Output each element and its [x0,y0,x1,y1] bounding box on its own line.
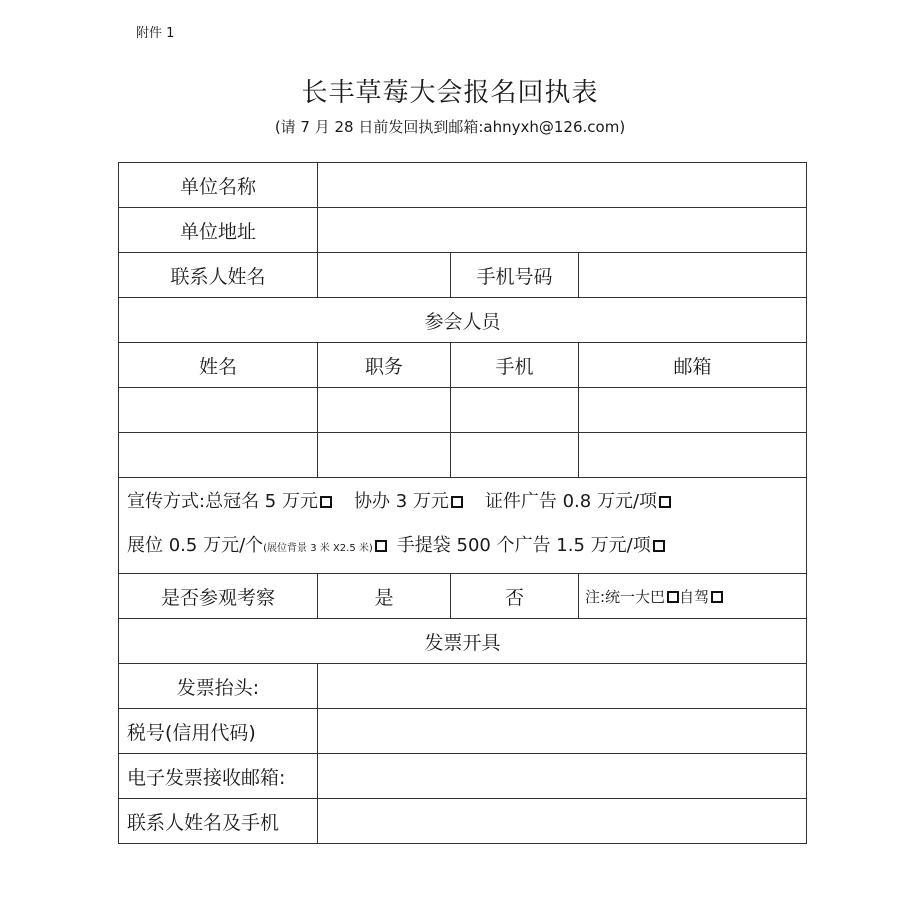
row-promotion [119,478,807,574]
bus-label: 注:统一大巴 [585,587,666,606]
row-e-invoice-email [119,754,807,799]
attendee-email-field[interactable] [579,433,807,478]
page-title: 长丰草莓大会报名回执表 [301,78,599,108]
row-invoice-title [119,664,807,709]
visit-label: 是否参观考察 [119,574,318,619]
co-organizer-checkbox[interactable] [451,496,463,508]
row-contact [119,253,807,298]
row-contact-phone [119,799,807,844]
attendee-position-field[interactable] [318,388,451,433]
attendee-position-field[interactable] [318,433,451,478]
bus-checkbox[interactable] [667,591,679,603]
row-invoice-header [119,619,807,664]
contact-and-phone-label: 联系人姓名及手机 [119,799,318,844]
row-visit [119,574,807,619]
attendee-email-field[interactable] [579,388,807,433]
badge-ad-checkbox[interactable] [659,496,671,508]
self-drive-label: 自驾 [679,587,710,606]
visit-no-option[interactable]: 否 [451,574,579,619]
promotion-options [119,478,807,574]
e-invoice-email-label: 电子发票接收邮箱: [119,754,318,799]
attendee-phone-field[interactable] [451,433,579,478]
page-subtitle: (请 7 月 28 日前发回执到邮箱:ahnyxh@126.com) [274,118,626,136]
row-attendee-columns [119,343,807,388]
invoice-header: 发票开具 [119,619,807,664]
visit-transport-note [579,574,807,619]
promo-handbag-ad-label: 手提袋 500 个广告 1.5 万元/项 [396,535,651,556]
handbag-ad-checkbox[interactable] [653,540,665,552]
e-invoice-email-field[interactable] [318,754,807,799]
self-drive-checkbox[interactable] [711,591,723,603]
attachment-label: 附件 1 [136,26,175,41]
mobile-number-field[interactable] [579,253,807,298]
registration-form-table [118,162,807,844]
attendee-name-field[interactable] [119,388,318,433]
col-position-header: 职务 [318,343,451,388]
promo-booth-label: 展位 0.5 万元/个 [127,535,264,556]
contact-and-phone-field[interactable] [318,799,807,844]
unit-address-field[interactable] [318,208,807,253]
attendee-name-field[interactable] [119,433,318,478]
attendee-row [119,388,807,433]
tax-id-field[interactable] [318,709,807,754]
attendees-header: 参会人员 [119,298,807,343]
row-unit-name [119,163,807,208]
contact-name-field[interactable] [318,253,451,298]
promotion-line-1 [127,480,798,524]
unit-name-label: 单位名称 [119,163,318,208]
unit-address-label: 单位地址 [119,208,318,253]
promo-title-sponsor-label: 宣传方式:总冠名 5 万元 [127,491,318,512]
tax-id-label: 税号(信用代码) [119,709,318,754]
promotion-line-2 [127,524,798,571]
row-unit-address [119,208,807,253]
visit-yes-option[interactable]: 是 [318,574,451,619]
title-sponsor-checkbox[interactable] [320,496,332,508]
col-phone-header: 手机 [451,343,579,388]
booth-checkbox[interactable] [375,540,387,552]
attendee-phone-field[interactable] [451,388,579,433]
attendee-row [119,433,807,478]
promo-co-organizer-label: 协办 3 万元 [353,491,449,512]
col-name-header: 姓名 [119,343,318,388]
unit-name-field[interactable] [318,163,807,208]
invoice-title-field[interactable] [318,664,807,709]
invoice-title-label: 发票抬头: [119,664,318,709]
promo-booth-note: (展位背景 3 米 X2.5 米) [263,543,373,554]
promo-badge-ad-label: 证件广告 0.8 万元/项 [484,491,658,512]
contact-name-label: 联系人姓名 [119,253,318,298]
col-email-header: 邮箱 [579,343,807,388]
row-attendees-header [119,298,807,343]
mobile-number-label: 手机号码 [451,253,579,298]
row-tax-id [119,709,807,754]
